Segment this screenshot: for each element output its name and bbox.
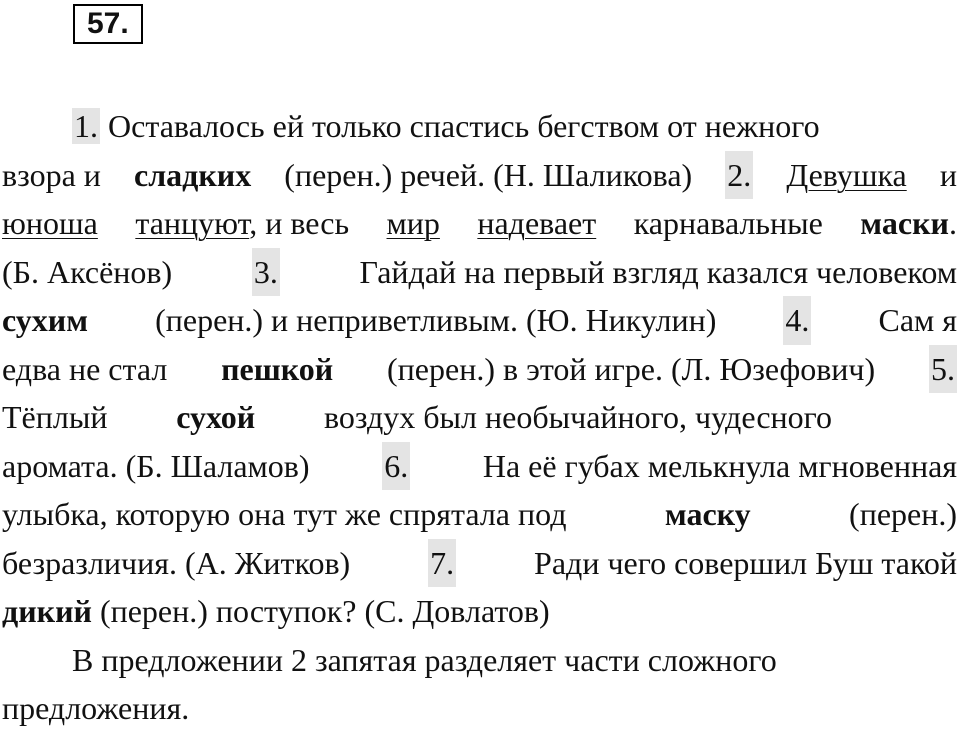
text-line [2,490,957,539]
sentence-text: безразличия. (А. Житков) [2,544,351,581]
text-line [2,393,832,442]
highlighted-word: маску [664,496,751,532]
highlighted-word: сухой [176,399,256,435]
note-line [2,636,957,685]
text-line [2,587,957,636]
underlined-word: мир [386,205,440,241]
sentence-text: (перен.) и неприветливым. (Ю. Никулин) [155,302,717,338]
sentence-text: (перен.) поступок? (С. Довлатов) [99,593,550,629]
sentence-number: 1. [74,108,98,144]
sentence-number: 7. [428,539,456,588]
highlighted-word: сладких [133,156,252,193]
sentence-text: (перен.) [849,496,957,532]
sentence-text: Сам я [878,302,957,338]
sentence-number: 6. [382,442,410,491]
sentence-text: (перен.) в этой игре. (Л. Юзефович) [387,350,876,387]
exercise-number: 57. [73,4,143,44]
sentence-text: Ради чего совершил Буш такой [534,544,957,581]
text-line [2,442,957,491]
sentence-text: , и весь [249,205,350,241]
note-text: предложения. [2,690,190,726]
note-text: В предложении 2 запятая разделяет части сложного [72,641,777,678]
sentence-text: . [948,205,957,241]
sentence-text: улыбка, которую она тут же спрятала под [2,496,567,532]
sentence-text: (Б. Аксёнов) [2,253,173,290]
sentence-text: Оставалось ей только спастись бегством от нежного [108,108,820,144]
text-line [2,345,957,394]
sentence-text: (перен.) речей. (Н. Шаликова) [284,156,693,193]
sentence-text: Гайдай на первый взгляд казался человеком [359,253,957,290]
highlighted-word: дикий [2,593,92,629]
exercise-text [2,102,957,733]
highlighted-word: пешкой [221,350,334,387]
text-line [2,539,957,588]
sentence-number: 4. [783,296,811,345]
underlined-word: юноша [2,205,98,241]
sentence-text: На её губах мелькнула мгновенная [482,447,957,484]
text-line [2,248,957,297]
text-line [2,102,957,151]
text-line [2,296,957,345]
note-line [2,684,957,733]
text-line [2,151,957,200]
sentence-text: воздух был необычайного, чудесного [324,399,832,435]
sentence-text: и [939,156,957,193]
text-line [2,199,957,248]
sentence-number: 2. [725,151,753,200]
sentence-text: Тёплый [2,399,108,435]
sentence-text: взора и [2,156,101,193]
sentence-number: 3. [252,248,280,297]
underlined-word: танцуют [135,205,250,241]
underlined-word: надевает [477,205,597,241]
highlighted-word: сухим [2,302,89,338]
underlined-word: Девушка [786,156,907,193]
sentence-text: едва не стал [2,350,168,387]
sentence-text: аромата. (Б. Шаламов) [2,447,310,484]
highlighted-word: маски [860,205,949,241]
sentence-text: карнавальные [633,205,823,241]
sentence-number: 5. [929,345,957,394]
